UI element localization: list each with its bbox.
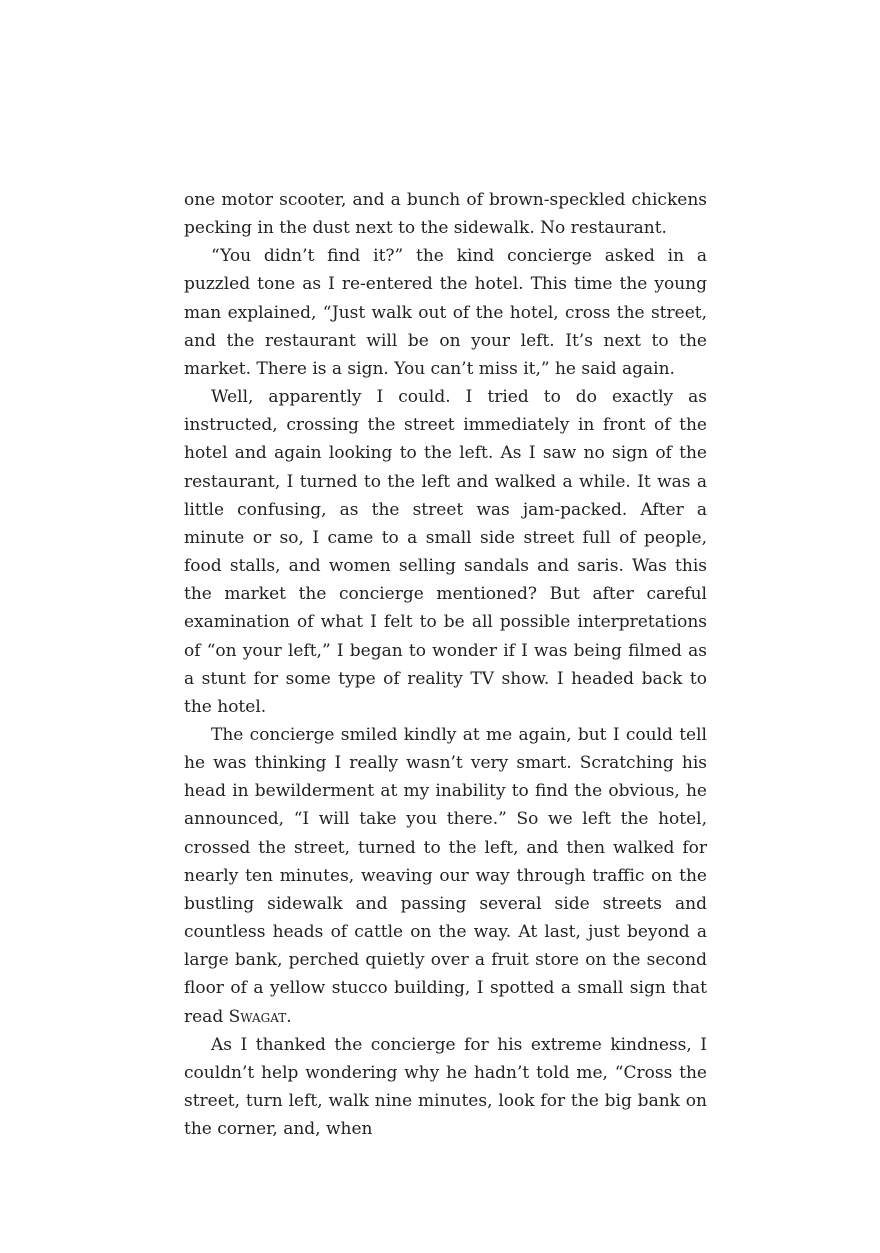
paragraph-1 [184,186,707,242]
paragraph-4-end: . [286,1006,292,1027]
paragraph-2-text: “You didn’t find it?” the kind concierge asked in a puzzled tone as I re-entered the hotel. This time the young man explained, “Just walk out of the hotel, cross the street, and the restaurant will be on your left. It’s next to the market. There is a sign. You can’t miss it,” he said again. [184,246,707,379]
body-text [184,186,707,1143]
restaurant-name: Swagat [228,1006,287,1027]
paragraph-3-text: Well, apparently I could. I tried to do exactly as instructed, crossing the street immediately in front of the hotel and again looking to the left. As I saw no sign of the restaurant, I turned to the left and walked a while. It was a little confusing, as the street was jam-packed. After a minute or so, I came to a small side street full of people, food stalls, and women selling sandals and saris. Was this the market the concierge mentioned? But after careful examination of what I felt to be all possible interpretations of “on your left,” I began to wonder if I was being filmed as a stunt for some type of reality TV show. I headed back to the hotel. [184,387,707,717]
paragraph-4 [184,721,707,1031]
paragraph-3 [184,383,707,721]
paragraph-5-text: As I thanked the concierge for his extreme kindness, I couldn’t help wondering why he hadn’t told me, “Cross the street, turn left, walk nine minutes, look for the big bank on the corner, and, when [184,1034,707,1140]
paragraph-1-text: one motor scooter, and a bunch of brown-speckled chickens pecking in the dust next to the sidewalk. No restaurant. [184,190,707,239]
paragraph-4-text: The concierge smiled kindly at me again, but I could tell he was thinking I really wasn’t very smart. Scratching his head in bewilderment at my inability to find the obvious, he announced, “I will take you there.” So we left the hotel, crossed the street, turned to the left, and then walked for nearly ten minutes, weaving our way through traffic on the bustling sidewalk and passing several side streets and countless heads of cattle on the way. At last, just beyond a large bank, perched quietly over a fruit store on the second floor of a yellow stucco building, I spotted a small sign that read [184,724,707,1027]
paragraph-2 [184,242,707,383]
paragraph-5 [184,1031,707,1144]
